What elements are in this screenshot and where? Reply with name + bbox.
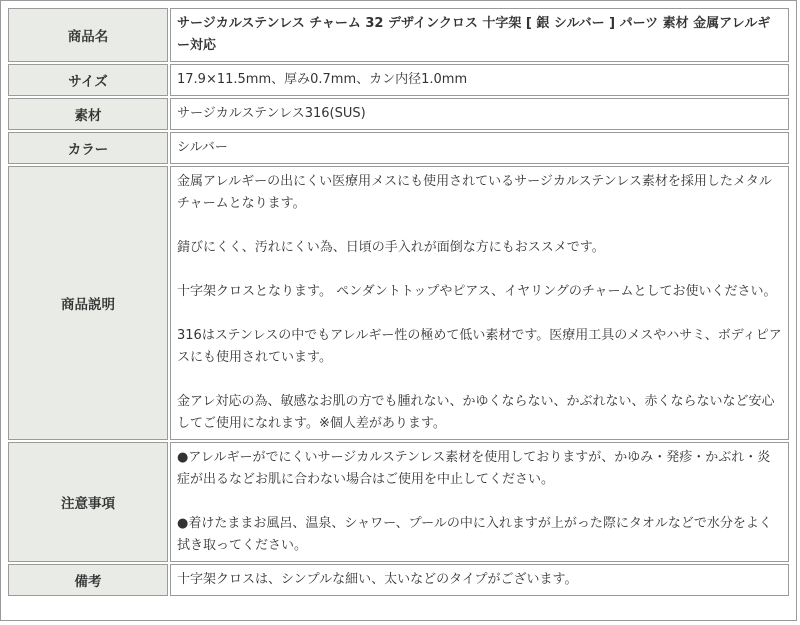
description-paragraph: 金属アレルギーの出にくい医療用メスにも使用されているサージカルステンレス素材を採用したメタルチャームとなります。 (177, 174, 772, 211)
spec-grid (6, 6, 791, 598)
caution-paragraph: ●アレルギーがでにくいサージカルステンレス素材を使用しておりますが、かゆみ・発疹・かぶれ・炎症が出るなどお肌に合わない場合はご使用を中止してください。 (177, 450, 771, 487)
description-paragraph: 金アレ対応の為、敏感なお肌の方でも腫れない、かゆくならない、かぶれない、赤くならないなど安心してご使用になれます。※個人差があります。 (177, 394, 775, 431)
color-value: シルバー (170, 132, 789, 164)
material-header: 素材 (8, 98, 168, 130)
size-value: 17.9×11.5mm、厚み0.7mm、カン内径1.0mm (170, 64, 789, 96)
color-header: カラー (8, 132, 168, 164)
row-color (8, 132, 789, 164)
product-name-value (170, 8, 789, 62)
description-paragraph: 錆びにくく、汚れにくい為、日頃の手入れが面倒な方にもおススメです。 (177, 240, 605, 255)
remarks-value: 十字架クロスは、シンプルな細い、太いなどのタイプがございます。 (170, 564, 789, 596)
material-value: サージカルステンレス316(SUS) (170, 98, 789, 130)
product-name-text: サージカルステンレス チャーム 32 デザインクロス 十字架 [ 銀 シルバー ] パーツ 素材 金属アレルギー対応 (177, 16, 771, 53)
description-paragraph: 十字架クロスとなります。 ペンダントトップやピアス、イヤリングのチャームとしてお使いください。 (177, 284, 777, 299)
description-header: 商品説明 (8, 166, 168, 440)
description-paragraph: 316はステンレスの中でもアレルギー性の極めて低い素材です。医療用工具のメスやハサミ、ボディピアスにも使用されています。 (177, 328, 782, 365)
row-caution (8, 442, 789, 562)
caution-paragraph: ●着けたままお風呂、温泉、シャワー、プールの中に入れますが上がった際にタオルなどで水分をよく拭き取ってください。 (177, 516, 772, 553)
row-size (8, 64, 789, 96)
caution-value (170, 442, 789, 562)
row-material (8, 98, 789, 130)
row-product-name (8, 8, 789, 62)
row-description (8, 166, 789, 440)
caution-header: 注意事項 (8, 442, 168, 562)
description-value (170, 166, 789, 440)
size-header: サイズ (8, 64, 168, 96)
remarks-header: 備考 (8, 564, 168, 596)
product-name-header: 商品名 (8, 8, 168, 62)
row-remarks (8, 564, 789, 596)
